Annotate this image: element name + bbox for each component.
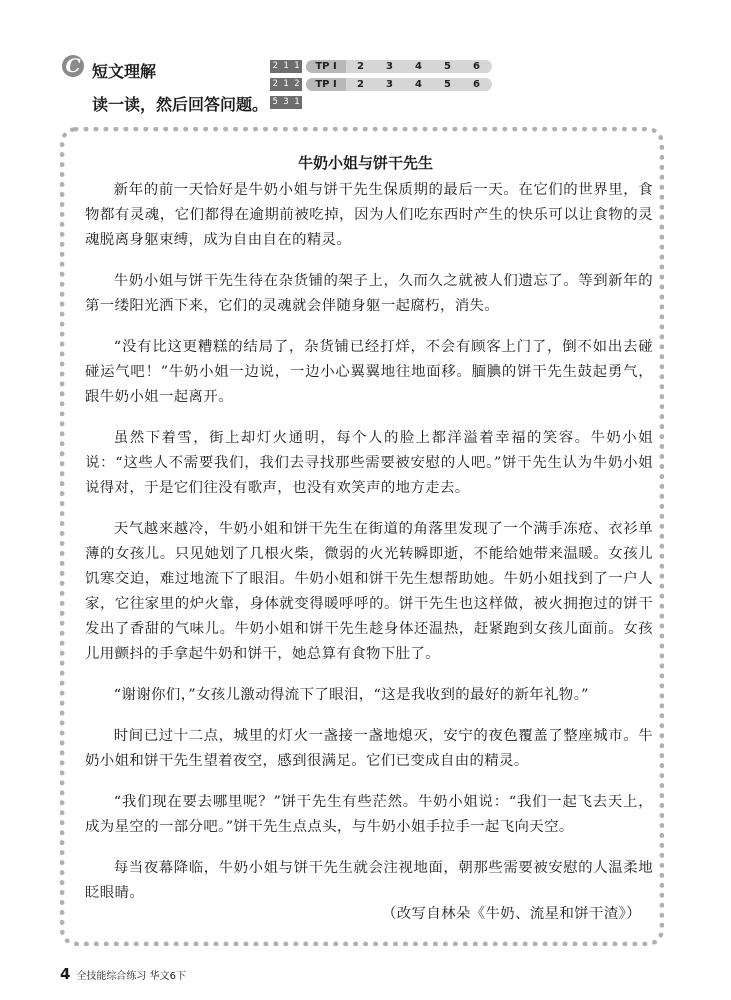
story-paragraph: 天气越来越冷，牛奶小姐和饼干先生在街道的角落里发现了一个满手冻疮、衣衫单薄的女孩儿。只见她划了几根火柴，微弱的火光转瞬即逝，不能给她带来温暖。女孩儿饥寒交迫，难过地流下了眼泪。牛奶小姐和饼干先生想帮助她。牛奶小姐找到了一户人家，它往家里的炉火靠，身体就变得暖呼呼的。饼干先生也这样做，被火拥抱过的饼干发出了香甜的气味儿。牛奶小姐和饼干先生趁身体还温热，赶紧跑到女孩儿面前。女孩儿用颤抖的手拿起牛奶和饼干，她总算有食物下肚了。 (85, 521, 653, 662)
track-step: 4 (415, 61, 422, 72)
track-step: 5 (444, 61, 451, 72)
track-code: 2 1 1 (270, 60, 302, 73)
audio-track-row (270, 78, 492, 91)
page-footer (60, 965, 186, 983)
track-step: 4 (415, 79, 422, 90)
track-code: 5 3 1 (270, 96, 302, 109)
book-title: 全技能综合练习 华文6下 (76, 971, 186, 982)
section-title: 短文理解 (92, 62, 157, 81)
story-paragraph: 时间已过十二点，城里的灯火一盏接一盏地熄灭，安宁的夜色覆盖了整座城市。牛奶小姐和饼干先生望着夜空，感到很满足。它们已变成自由的精灵。 (85, 728, 653, 769)
story-body (85, 178, 653, 922)
story-paragraph: 新年的前一天恰好是牛奶小姐与饼干先生保质期的最后一天。在它们的世界里，食物都有灵魂，它们都得在逾期前被吃掉，因为人们吃东西时产生的快乐可以让食物的灵魂脱离身躯束缚，成为自由自在的精灵。 (85, 182, 653, 248)
track-step: 3 (386, 79, 393, 90)
audio-track-row (270, 60, 492, 73)
page-number: 4 (60, 965, 71, 983)
instruction-text: 读一读，然后回答问题。 (92, 95, 269, 114)
story-paragraph: 每当夜幕降临，牛奶小姐与饼干先生就会注视地面，朝那些需要被安慰的人温柔地眨眼睛。 (85, 860, 653, 901)
track-step: 3 (386, 61, 393, 72)
audio-track-row (270, 96, 302, 109)
story-paragraph: “我们现在要去哪里呢？”饼干先生有些茫然。牛奶小姐说：“我们一起飞去天上，成为星空的一部分吧。”饼干先生点点头，与牛奶小姐手拉手一起飞向天空。 (85, 794, 653, 835)
track-bar (306, 60, 492, 73)
track-label: TP I (306, 78, 346, 91)
story-source: （改写自林朵《牛奶、流星和饼干渣》） (381, 906, 641, 922)
story-paragraph: 虽然下着雪，街上却灯火通明，每个人的脸上都洋溢着幸福的笑容。牛奶小姐说：“这些人不需要我们，我们去寻找那些需要被安慰的人吧。”饼干先生认为牛奶小姐说得对，于是它们往没有歌声，也没有欢笑声的地方走去。 (85, 430, 653, 496)
story-paragraph: “没有比这更糟糕的结局了，杂货铺已经打烊，不会有顾客上门了，倒不如出去碰碰运气吧！”牛奶小姐一边说，一边小心翼翼地往地面移。腼腆的饼干先生鼓起勇气，跟牛奶小姐一起离开。 (85, 339, 653, 405)
track-label: TP I (306, 60, 346, 73)
track-step: 6 (473, 61, 480, 72)
story-paragraph: 牛奶小姐与饼干先生待在杂货铺的架子上，久而久之就被人们遗忘了。等到新年的第一缕阳光洒下来，它们的灵魂就会伴随身躯一起腐朽，消失。 (85, 273, 653, 314)
story-paragraph: “谢谢你们，”女孩儿激动得流下了眼泪，“这是我收到的最好的新年礼物。” (113, 687, 589, 703)
track-step: 2 (357, 61, 364, 72)
story-title: 牛奶小姐与饼干先生 (297, 154, 433, 172)
track-code: 2 1 2 (270, 78, 302, 91)
track-step: 6 (473, 79, 480, 90)
track-bar (306, 78, 492, 91)
section-c-badge: C (62, 55, 84, 77)
track-step: 5 (444, 79, 451, 90)
track-step: 2 (357, 79, 364, 90)
